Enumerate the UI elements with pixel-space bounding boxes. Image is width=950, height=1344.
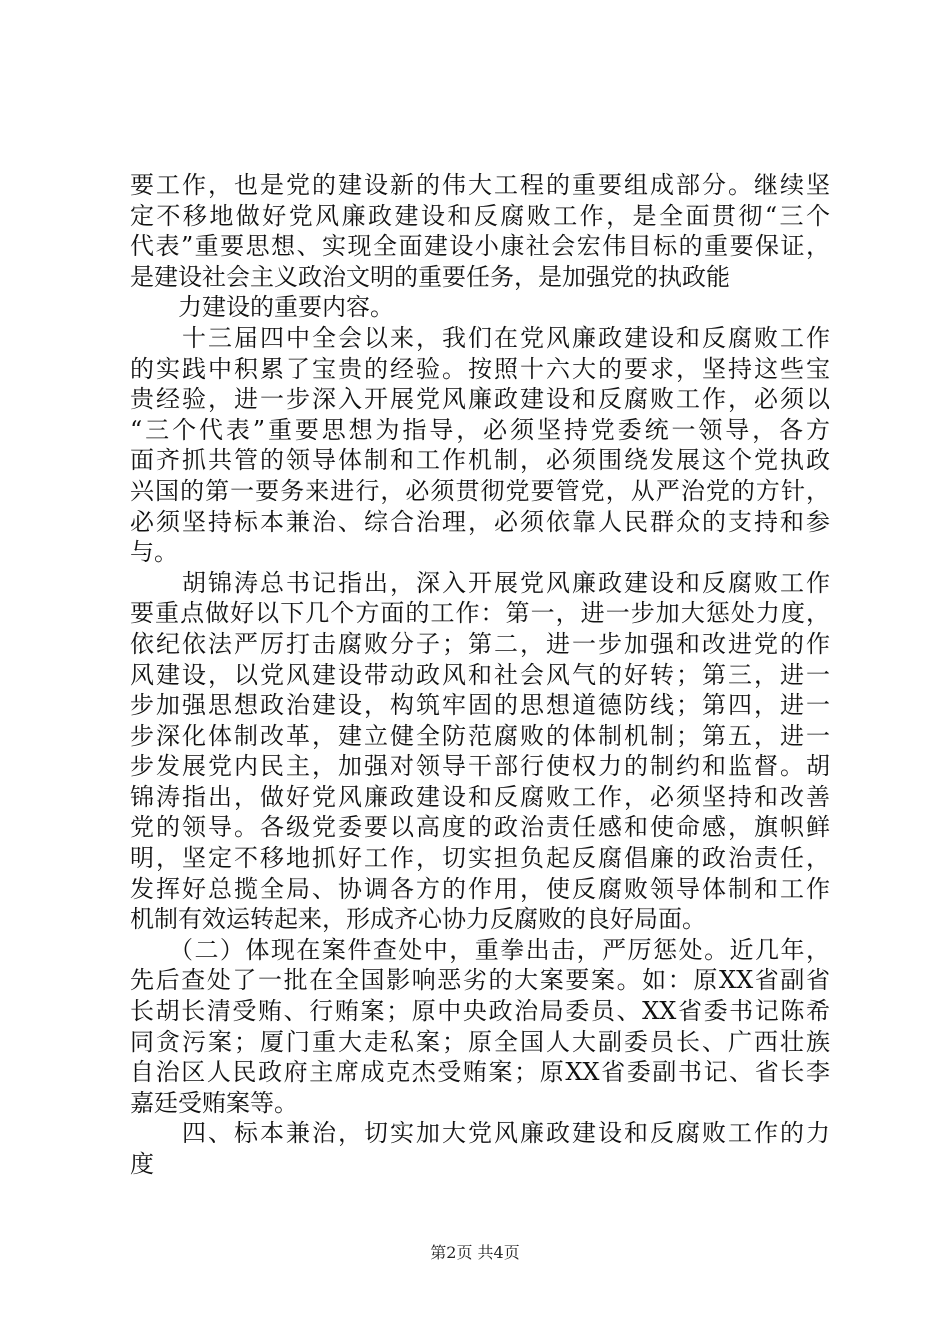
- text-line: 嘉廷受贿案等。: [130, 1088, 298, 1117]
- text-line: 步发展党内民主，加强对领导干部行使权力的制约和监督。胡: [130, 752, 830, 781]
- text-line: 步加强思想政治建设，构筑牢固的思想道德防线；第四，进一: [130, 691, 830, 720]
- text-line: 先后查处了一批在全国影响恶劣的大案要案。如：原XX省副省: [130, 966, 830, 995]
- text-line: 的实践中积累了宝贵的经验。按照十六大的要求，坚持这些宝: [130, 354, 830, 383]
- text-line: 是建设社会主义政治文明的重要任务，是加强党的执政能: [130, 262, 730, 291]
- text-line: “三个代表”重要思想为指导，必须坚持党委统一领导，各方: [130, 415, 830, 444]
- text-line: 度: [130, 1150, 154, 1178]
- text-line: 胡锦涛总书记指出，深入开展党风廉政建设和反腐败工作: [130, 568, 830, 597]
- text-line: 四、标本兼治，切实加大党风廉政建设和反腐败工作的力: [130, 1119, 830, 1148]
- text-line: 步深化体制改革，建立健全防范腐败的体制机制；第五，进一: [130, 721, 830, 750]
- text-line: 兴国的第一要务来进行，必须贯彻党要管党，从严治党的方针，: [130, 476, 830, 505]
- text-line: 风建设，以党风建设带动政风和社会风气的好转；第三，进一: [130, 660, 830, 689]
- text-line: （二）体现在案件查处中，重拳出击，严厉惩处。近几年，: [130, 935, 830, 964]
- text-line: 贵经验，进一步深入开展党风廉政建设和反腐败工作，必须以: [130, 385, 830, 414]
- text-line: 机制有效运转起来，形成齐心协力反腐败的良好局面。: [130, 905, 706, 934]
- page-footer: [0, 1243, 950, 1263]
- text-line: 党的领导。各级党委要以高度的政治责任感和使命感，旗帜鲜: [130, 813, 830, 842]
- text-line: 长胡长清受贿、行贿案；原中央政治局委员、XX省委书记陈希: [130, 997, 830, 1026]
- text-line: 自治区人民政府主席成克杰受贿案；原XX省委副书记、省长李: [130, 1058, 830, 1087]
- text-line: 必须坚持标本兼治、综合治理，必须依靠人民群众的支持和参: [130, 507, 830, 536]
- text-line: 要重点做好以下几个方面的工作：第一，进一步加大惩处力度，: [130, 599, 830, 628]
- text-line: 代表”重要思想、实现全面建设小康社会宏伟目标的重要保证，: [130, 232, 830, 261]
- text-line: 力建设的重要内容。: [130, 293, 394, 322]
- text-line: 发挥好总揽全局、协调各方的作用，使反腐败领导体制和工作: [130, 874, 830, 903]
- text-line: 依纪依法严厉打击腐败分子；第二，进一步加强和改进党的作: [130, 629, 830, 658]
- text-line: 要工作，也是党的建设新的伟大工程的重要组成部分。继续坚: [130, 171, 830, 199]
- body-text: [130, 170, 830, 1180]
- text-line: 锦涛指出，做好党风廉政建设和反腐败工作，必须坚持和改善: [130, 782, 830, 811]
- text-line: 同贪污案；厦门重大走私案；原全国人大副委员长、广西壮族: [130, 1027, 830, 1056]
- page-number-label: 第2页 共4页: [430, 1243, 520, 1262]
- text-line: 十三届四中全会以来，我们在党风廉政建设和反腐败工作: [130, 323, 830, 352]
- text-line: 定不移地做好党风廉政建设和反腐败工作，是全面贯彻“三个: [130, 201, 830, 230]
- text-line: 面齐抓共管的领导体制和工作机制，必须围绕发展这个党执政: [130, 446, 830, 475]
- text-line: 明，坚定不移地抓好工作，切实担负起反腐倡廉的政治责任，: [130, 844, 830, 873]
- text-line: 与。: [130, 538, 178, 567]
